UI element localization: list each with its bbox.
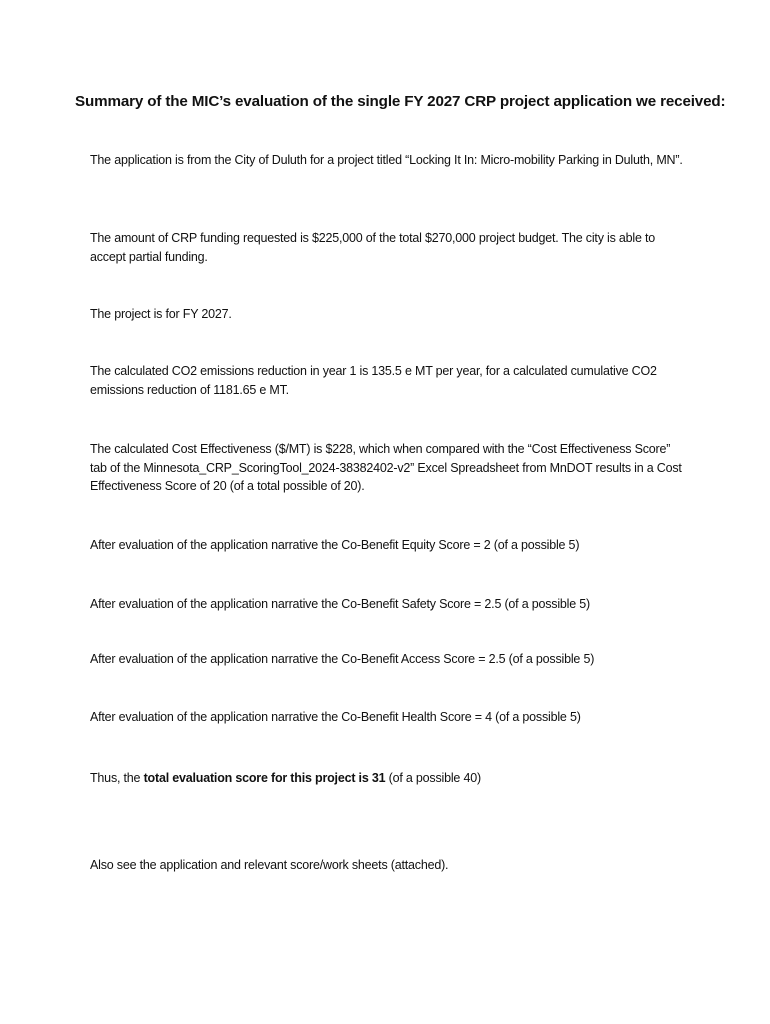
paragraph-cost-effectiveness: The calculated Cost Effectiveness ($/MT) is $228, which when compared with the “Cost Effectiveness Score” tab of the Minnesota_CRP_ScoringTool_2024-38382402-v2” Excel Spreadsheet from MnDOT results in a Cost Effectiveness Score of 20 (of a total possible of 20). — [90, 442, 682, 493]
paragraph-health-score: After evaluation of the application narrative the Co-Benefit Health Score = 4 (of a possible 5) — [90, 710, 581, 724]
paragraph-safety-score: After evaluation of the application narrative the Co-Benefit Safety Score = 2.5 (of a possible 5) — [90, 597, 590, 611]
total-score-emphasis: total evaluation score for this project is 31 — [143, 771, 386, 785]
paragraph-applicant: The application is from the City of Duluth for a project titled “Locking It In: Micro-mobility Parking in Duluth, MN”. — [90, 153, 683, 167]
paragraph-emissions: The calculated CO2 emissions reduction in year 1 is 135.5 e MT per year, for a calculated cumulative CO2 emissions reduction of 1181.65 e MT. — [90, 364, 657, 397]
paragraph-access-score: After evaluation of the application narrative the Co-Benefit Access Score = 2.5 (of a possible 5) — [90, 652, 595, 666]
paragraph-fiscal-year: The project is for FY 2027. — [90, 307, 232, 321]
paragraph-total-score — [90, 769, 690, 788]
total-score-prefix: Thus, the — [90, 771, 144, 785]
paragraph-funding: The amount of CRP funding requested is $225,000 of the total $270,000 project budget. The city is able to accept partial funding. — [90, 231, 656, 264]
paragraph-attachments-note: Also see the application and relevant score/work sheets (attached). — [90, 858, 449, 872]
document-title: Summary of the MIC’s evaluation of the single FY 2027 CRP project application we received: — [75, 93, 726, 110]
total-score-suffix: (of a possible 40) — [385, 771, 481, 785]
paragraph-equity-score: After evaluation of the application narrative the Co-Benefit Equity Score = 2 (of a possible 5) — [90, 538, 580, 552]
